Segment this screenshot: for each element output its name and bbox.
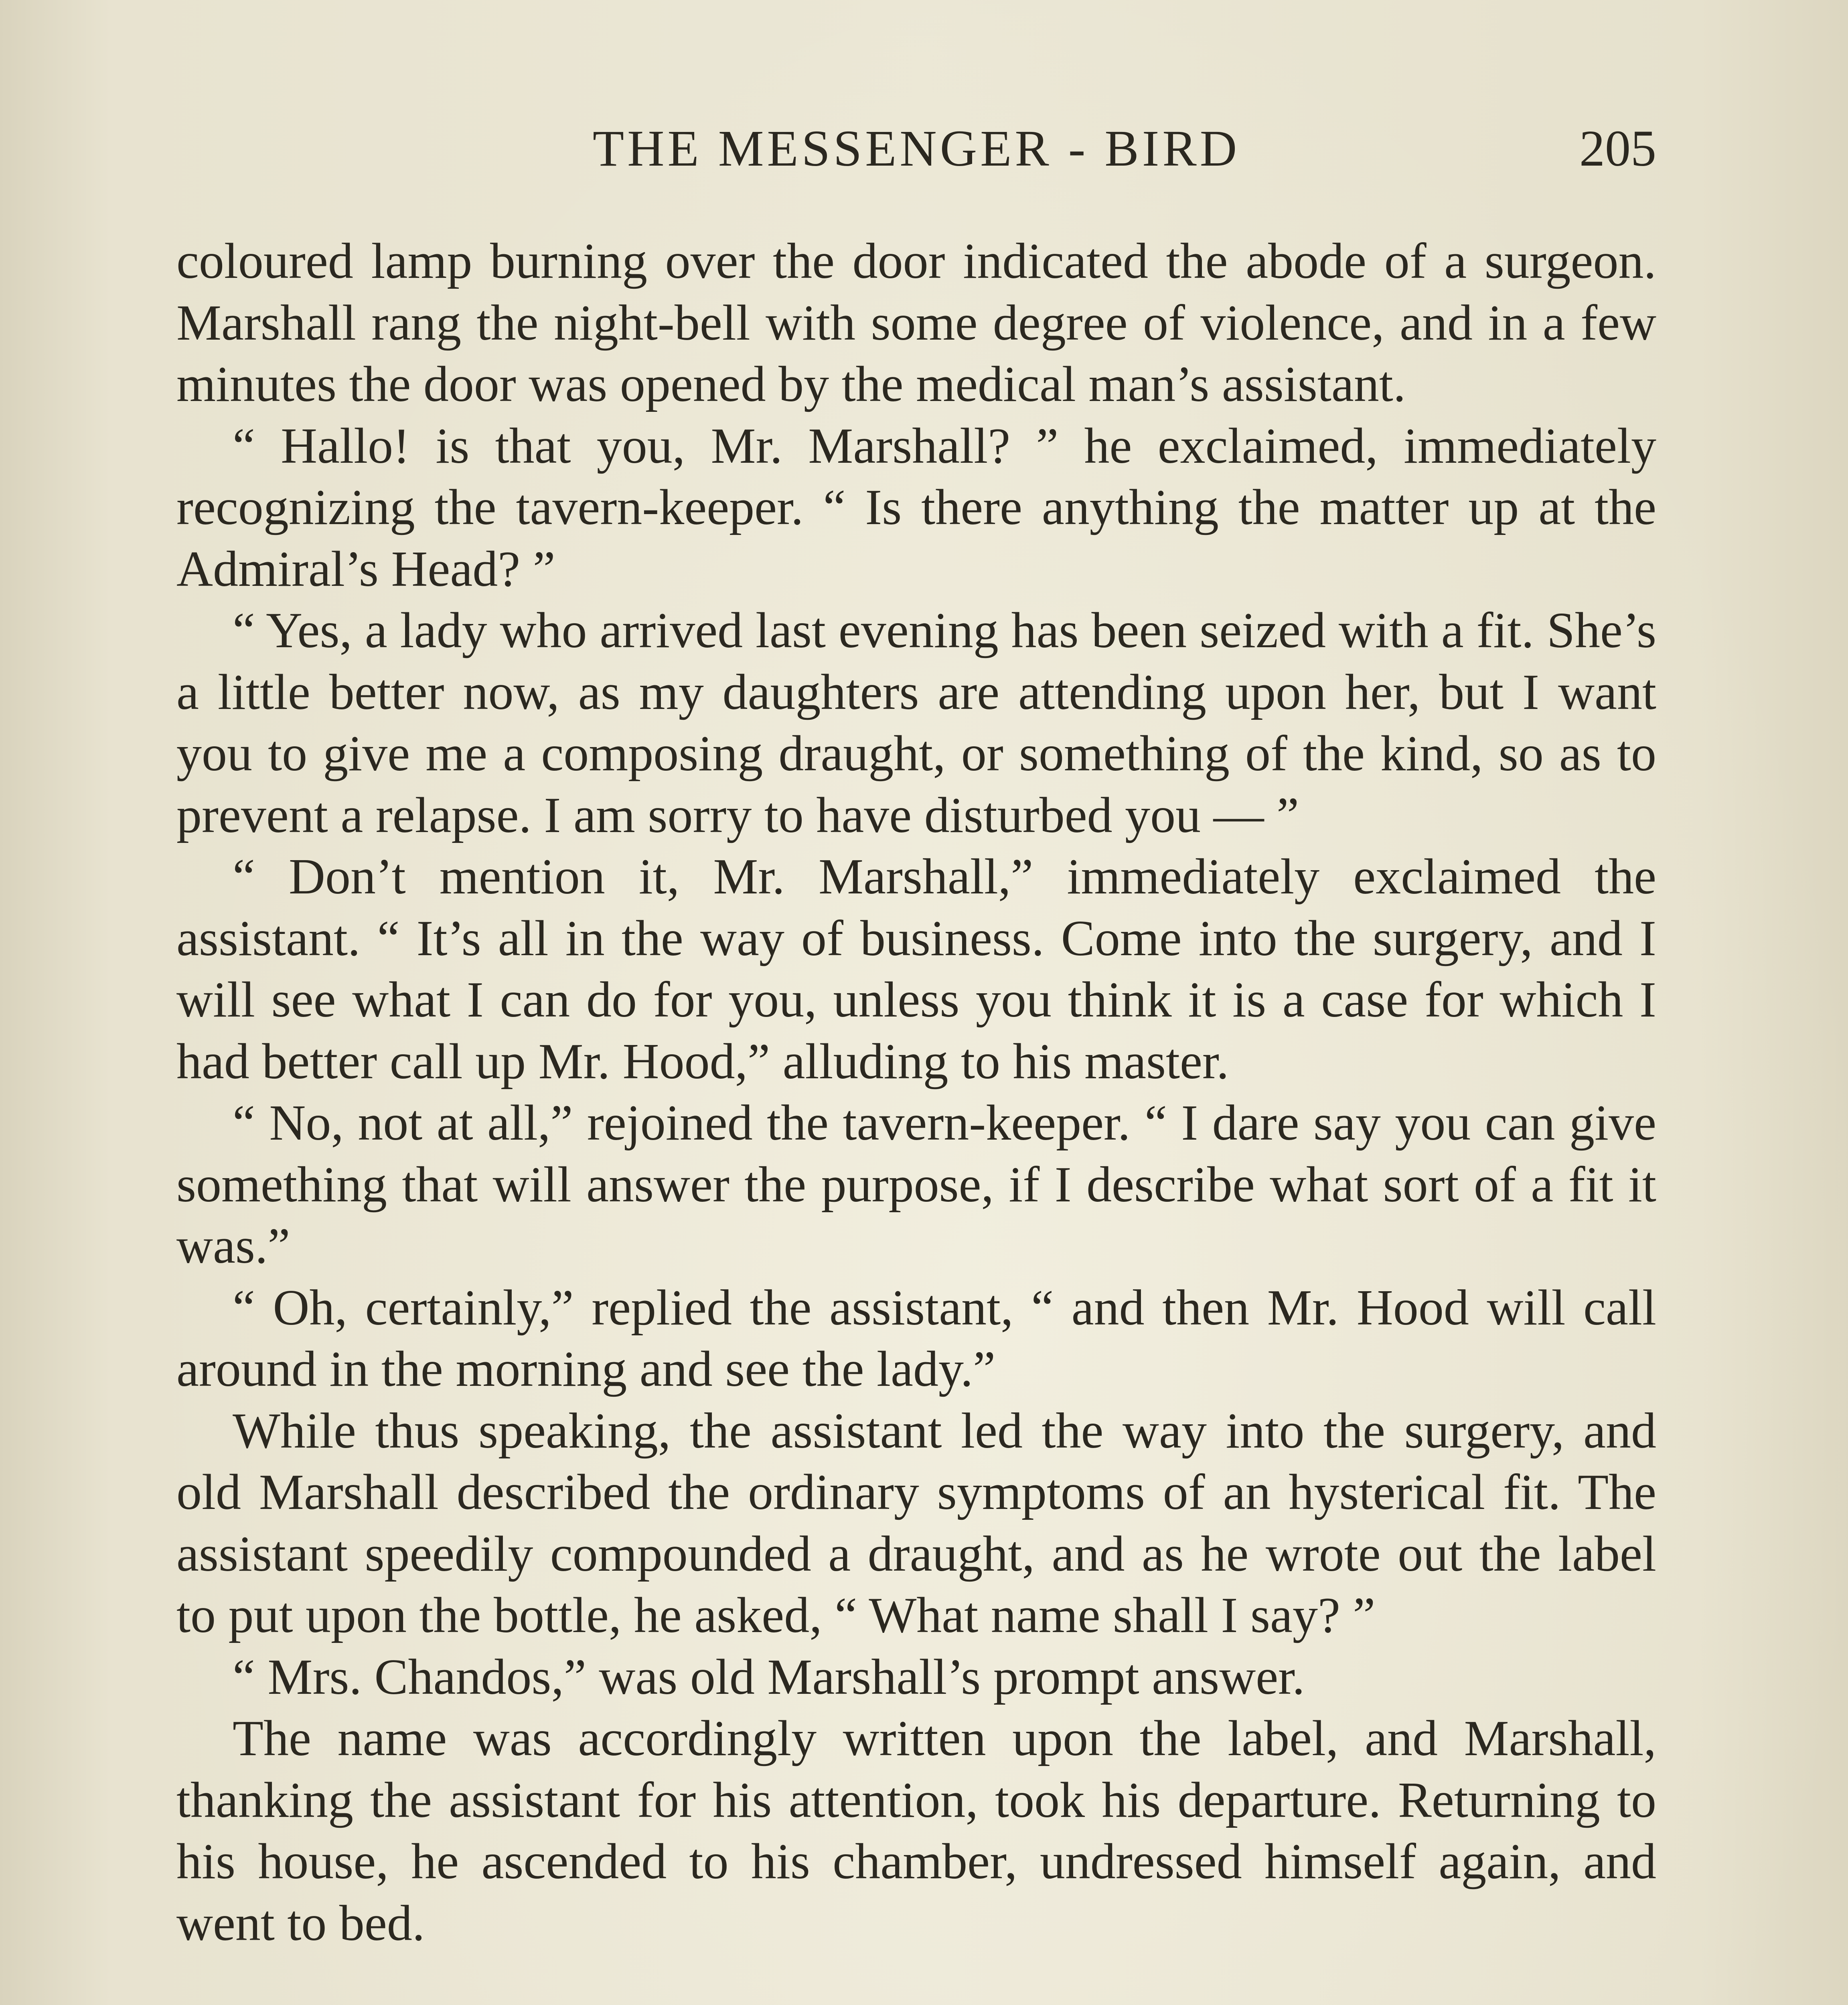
page-number: 205 [1579, 120, 1656, 177]
paragraph: “ Mrs. Chandos,” was old Marshall’s prompt answer. [233, 1649, 1305, 1705]
paragraph: “ Yes, a lady who arrived last evening has been seized with a fit. She’s a little better now, as my daughters are attending upon her, but I want you to give me a composing draught, or something of the kind, so as to prevent a relapse. I am sorry to have disturbed you — ” [176, 603, 1656, 843]
body-text [176, 231, 1656, 1954]
paragraph: coloured lamp burning over the door indicated the abode of a surgeon. Marshall rang the night-bell with some degree of violence, and in a few minutes the door was opened by the medical man’s assistant. [176, 233, 1656, 412]
running-title: THE MESSENGER - BIRD [592, 120, 1240, 177]
paragraph: The name was accordingly written upon the label, and Marshall, thanking the assistant for his attention, took his departure. Returning to his house, he ascended to his chamber, undressed himself again, and went to bed. [176, 1711, 1656, 1951]
paragraph: “ Don’t mention it, Mr. Marshall,” immediately exclaimed the assistant. “ It’s all in the way of business. Come into the surgery, and I will see what I can do for you, unless you think it is a case for which I had better call up Mr. Hood,” alluding to his master. [176, 849, 1656, 1090]
paragraph: While thus speaking, the assistant led the way into the surgery, and old Marshall described the ordinary symptoms of an hysterical fit. The assistant speedily compounded a draught, and as he wrote out the label to put upon the bottle, he asked, “ What name shall I say? ” [176, 1403, 1656, 1643]
paragraph: “ No, not at all,” rejoined the tavern-keeper. “ I dare say you can give something that will answer the purpose, if I describe what sort of a fit it was.” [176, 1095, 1656, 1274]
running-head [176, 116, 1656, 180]
paragraph: “ Oh, certainly,” replied the assistant, “ and then Mr. Hood will call around in the morning and see the lady.” [176, 1280, 1656, 1397]
paragraph: “ Hallo! is that you, Mr. Marshall? ” he exclaimed, immediately recognizing the tavern-keeper. “ Is there anything the matter up at the Admiral’s Head? ” [176, 418, 1656, 597]
